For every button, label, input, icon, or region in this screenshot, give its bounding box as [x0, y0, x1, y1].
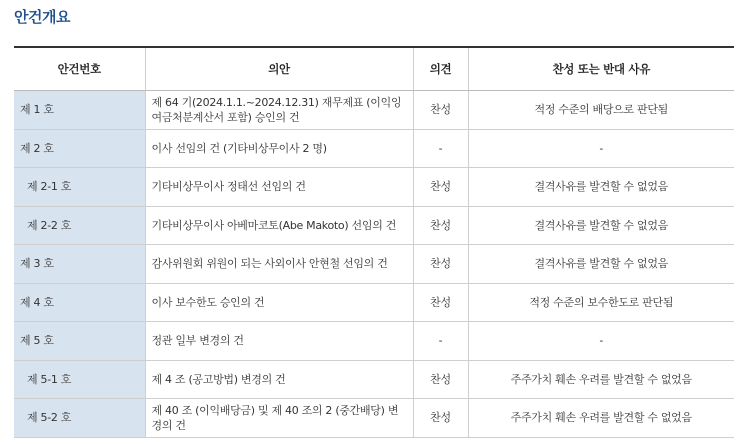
header-agenda-number: 안건번호: [14, 47, 145, 91]
reason: 결격사유를 발견할 수 없었음: [468, 245, 734, 284]
opinion: 찬성: [413, 91, 468, 130]
opinion: 찬성: [413, 245, 468, 284]
agenda-title: 제 64 기(2024.1.1.~2024.12.31) 재무제표 (이익잉여금처분계산서 포함) 승인의 건: [145, 91, 413, 130]
agenda-table: [14, 46, 734, 438]
table-row: [14, 129, 734, 168]
agenda-title: 기타비상무이사 정태선 선임의 건: [145, 168, 413, 207]
header-reason: 찬성 또는 반대 사유: [468, 47, 734, 91]
table-row: [14, 399, 734, 438]
agenda-number: 제 2-2 호: [14, 206, 145, 245]
agenda-title: 이사 선임의 건 (기타비상무이사 2 명): [145, 129, 413, 168]
reason: 주주가치 훼손 우려를 발견할 수 없었음: [468, 399, 734, 438]
agenda-title: 제 40 조 (이익배당금) 및 제 40 조의 2 (중간배당) 변경의 건: [145, 399, 413, 438]
agenda-number: 제 3 호: [14, 245, 145, 284]
table-row: [14, 91, 734, 130]
agenda-number: 제 2-1 호: [14, 168, 145, 207]
opinion: 찬성: [413, 399, 468, 438]
section-title: 안건개요: [14, 8, 70, 26]
table-row: [14, 360, 734, 399]
table-row: [14, 283, 734, 322]
table-row: [14, 168, 734, 207]
opinion: 찬성: [413, 360, 468, 399]
agenda-number: 제 5-1 호: [14, 360, 145, 399]
agenda-number: 제 5 호: [14, 322, 145, 361]
agenda-number: 제 5-2 호: [14, 399, 145, 438]
agenda-title: 감사위원회 위원이 되는 사외이사 안현철 선임의 건: [145, 245, 413, 284]
opinion: -: [413, 129, 468, 168]
agenda-number: 제 1 호: [14, 91, 145, 130]
table-row: [14, 245, 734, 284]
agenda-title: 정관 일부 변경의 건: [145, 322, 413, 361]
reason: 적정 수준의 배당으로 판단됨: [468, 91, 734, 130]
reason: 주주가치 훼손 우려를 발견할 수 없었음: [468, 360, 734, 399]
agenda-number: 제 4 호: [14, 283, 145, 322]
agenda-title: 기타비상무이사 아베마코토(Abe Makoto) 선임의 건: [145, 206, 413, 245]
opinion: -: [413, 322, 468, 361]
agenda-number: 제 2 호: [14, 129, 145, 168]
opinion: 찬성: [413, 206, 468, 245]
opinion: 찬성: [413, 168, 468, 207]
table-row: [14, 206, 734, 245]
table-header-row: [14, 47, 734, 91]
agenda-title: 제 4 조 (공고방법) 변경의 건: [145, 360, 413, 399]
reason: 결격사유를 발견할 수 없었음: [468, 206, 734, 245]
table-row: [14, 322, 734, 361]
header-agenda: 의안: [145, 47, 413, 91]
opinion: 찬성: [413, 283, 468, 322]
reason: -: [468, 129, 734, 168]
reason: -: [468, 322, 734, 361]
agenda-title: 이사 보수한도 승인의 건: [145, 283, 413, 322]
header-opinion: 의견: [413, 47, 468, 91]
reason: 결격사유를 발견할 수 없었음: [468, 168, 734, 207]
reason: 적정 수준의 보수한도로 판단됨: [468, 283, 734, 322]
